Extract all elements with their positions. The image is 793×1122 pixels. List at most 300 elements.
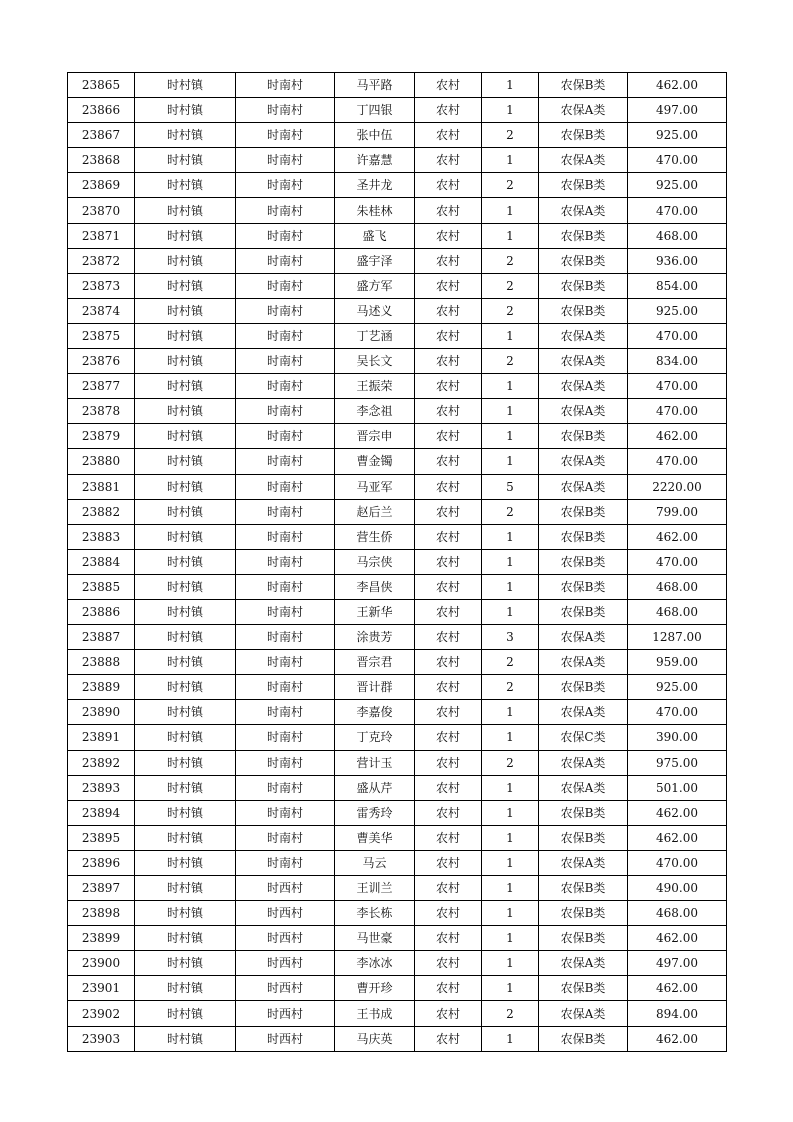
table-row — [68, 725, 727, 750]
name-cell: 曹金镯 — [335, 449, 415, 474]
member-count-cell: 2 — [482, 349, 539, 374]
table-row — [68, 750, 727, 775]
insurance-category-cell: 农保A类 — [539, 625, 628, 650]
table-row — [68, 248, 727, 273]
town-cell: 时村镇 — [135, 549, 236, 574]
member-count-cell: 1 — [482, 198, 539, 223]
village-cell: 时南村 — [236, 123, 335, 148]
amount-cell: 390.00 — [628, 725, 727, 750]
table-row — [68, 524, 727, 549]
serial-number-cell: 23871 — [68, 223, 135, 248]
member-count-cell: 1 — [482, 850, 539, 875]
village-cell: 时西村 — [236, 876, 335, 901]
town-cell: 时村镇 — [135, 173, 236, 198]
name-cell: 朱桂林 — [335, 198, 415, 223]
village-cell: 时南村 — [236, 173, 335, 198]
town-cell: 时村镇 — [135, 675, 236, 700]
name-cell: 涂贵芳 — [335, 625, 415, 650]
roster-table-body — [68, 73, 727, 1052]
household-type-cell: 农村 — [415, 98, 482, 123]
town-cell: 时村镇 — [135, 951, 236, 976]
amount-cell: 470.00 — [628, 850, 727, 875]
town-cell: 时村镇 — [135, 424, 236, 449]
member-count-cell: 1 — [482, 725, 539, 750]
household-type-cell: 农村 — [415, 850, 482, 875]
table-row — [68, 800, 727, 825]
village-cell: 时南村 — [236, 223, 335, 248]
amount-cell: 925.00 — [628, 173, 727, 198]
household-type-cell: 农村 — [415, 248, 482, 273]
amount-cell: 1287.00 — [628, 625, 727, 650]
member-count-cell: 1 — [482, 700, 539, 725]
amount-cell: 462.00 — [628, 424, 727, 449]
amount-cell: 470.00 — [628, 449, 727, 474]
serial-number-cell: 23898 — [68, 901, 135, 926]
table-row — [68, 424, 727, 449]
household-type-cell: 农村 — [415, 700, 482, 725]
name-cell: 王训兰 — [335, 876, 415, 901]
household-type-cell: 农村 — [415, 876, 482, 901]
member-count-cell: 1 — [482, 449, 539, 474]
household-type-cell: 农村 — [415, 399, 482, 424]
serial-number-cell: 23887 — [68, 625, 135, 650]
household-type-cell: 农村 — [415, 549, 482, 574]
member-count-cell: 1 — [482, 374, 539, 399]
town-cell: 时村镇 — [135, 524, 236, 549]
amount-cell: 468.00 — [628, 599, 727, 624]
village-cell: 时西村 — [236, 901, 335, 926]
name-cell: 马宗侠 — [335, 549, 415, 574]
household-type-cell: 农村 — [415, 173, 482, 198]
serial-number-cell: 23899 — [68, 926, 135, 951]
village-cell: 时西村 — [236, 1026, 335, 1051]
town-cell: 时村镇 — [135, 474, 236, 499]
town-cell: 时村镇 — [135, 73, 236, 98]
member-count-cell: 1 — [482, 951, 539, 976]
member-count-cell: 2 — [482, 273, 539, 298]
name-cell: 赵后兰 — [335, 499, 415, 524]
table-row — [68, 1001, 727, 1026]
household-type-cell: 农村 — [415, 499, 482, 524]
insurance-category-cell: 农保B类 — [539, 499, 628, 524]
name-cell: 营计玉 — [335, 750, 415, 775]
household-type-cell: 农村 — [415, 73, 482, 98]
town-cell: 时村镇 — [135, 273, 236, 298]
household-type-cell: 农村 — [415, 599, 482, 624]
amount-cell: 462.00 — [628, 1026, 727, 1051]
insurance-category-cell: 农保B类 — [539, 223, 628, 248]
amount-cell: 854.00 — [628, 273, 727, 298]
table-row — [68, 650, 727, 675]
village-cell: 时西村 — [236, 951, 335, 976]
town-cell: 时村镇 — [135, 198, 236, 223]
amount-cell: 470.00 — [628, 374, 727, 399]
household-type-cell: 农村 — [415, 349, 482, 374]
member-count-cell: 1 — [482, 73, 539, 98]
amount-cell: 497.00 — [628, 98, 727, 123]
insurance-category-cell: 农保B类 — [539, 599, 628, 624]
table-row — [68, 474, 727, 499]
serial-number-cell: 23893 — [68, 775, 135, 800]
member-count-cell: 1 — [482, 524, 539, 549]
serial-number-cell: 23902 — [68, 1001, 135, 1026]
table-row — [68, 926, 727, 951]
table-row — [68, 323, 727, 348]
village-cell: 时南村 — [236, 298, 335, 323]
household-type-cell: 农村 — [415, 223, 482, 248]
member-count-cell: 2 — [482, 248, 539, 273]
household-type-cell: 农村 — [415, 625, 482, 650]
table-row — [68, 775, 727, 800]
roster-table — [67, 72, 727, 1052]
amount-cell: 925.00 — [628, 675, 727, 700]
table-row — [68, 675, 727, 700]
serial-number-cell: 23886 — [68, 599, 135, 624]
town-cell: 时村镇 — [135, 1001, 236, 1026]
town-cell: 时村镇 — [135, 800, 236, 825]
town-cell: 时村镇 — [135, 123, 236, 148]
household-type-cell: 农村 — [415, 725, 482, 750]
name-cell: 马世豪 — [335, 926, 415, 951]
household-type-cell: 农村 — [415, 273, 482, 298]
name-cell: 许嘉慧 — [335, 148, 415, 173]
insurance-category-cell: 农保B类 — [539, 248, 628, 273]
member-count-cell: 1 — [482, 223, 539, 248]
serial-number-cell: 23875 — [68, 323, 135, 348]
table-row — [68, 73, 727, 98]
household-type-cell: 农村 — [415, 148, 482, 173]
table-row — [68, 123, 727, 148]
name-cell: 丁四银 — [335, 98, 415, 123]
table-row — [68, 223, 727, 248]
table-row — [68, 625, 727, 650]
serial-number-cell: 23901 — [68, 976, 135, 1001]
name-cell: 马亚军 — [335, 474, 415, 499]
town-cell: 时村镇 — [135, 625, 236, 650]
member-count-cell: 1 — [482, 323, 539, 348]
village-cell: 时西村 — [236, 926, 335, 951]
serial-number-cell: 23900 — [68, 951, 135, 976]
village-cell: 时南村 — [236, 449, 335, 474]
name-cell: 雷秀玲 — [335, 800, 415, 825]
household-type-cell: 农村 — [415, 123, 482, 148]
serial-number-cell: 23892 — [68, 750, 135, 775]
town-cell: 时村镇 — [135, 374, 236, 399]
village-cell: 时南村 — [236, 599, 335, 624]
village-cell: 时南村 — [236, 800, 335, 825]
insurance-category-cell: 农保A类 — [539, 1001, 628, 1026]
name-cell: 张中伍 — [335, 123, 415, 148]
table-row — [68, 901, 727, 926]
name-cell: 马庆英 — [335, 1026, 415, 1051]
serial-number-cell: 23896 — [68, 850, 135, 875]
member-count-cell: 1 — [482, 549, 539, 574]
village-cell: 时南村 — [236, 750, 335, 775]
name-cell: 晋宗君 — [335, 650, 415, 675]
serial-number-cell: 23903 — [68, 1026, 135, 1051]
household-type-cell: 农村 — [415, 951, 482, 976]
insurance-category-cell: 农保B类 — [539, 298, 628, 323]
household-type-cell: 农村 — [415, 650, 482, 675]
member-count-cell: 1 — [482, 574, 539, 599]
serial-number-cell: 23890 — [68, 700, 135, 725]
table-row — [68, 1026, 727, 1051]
serial-number-cell: 23888 — [68, 650, 135, 675]
household-type-cell: 农村 — [415, 198, 482, 223]
town-cell: 时村镇 — [135, 223, 236, 248]
amount-cell: 497.00 — [628, 951, 727, 976]
name-cell: 马平路 — [335, 73, 415, 98]
serial-number-cell: 23879 — [68, 424, 135, 449]
town-cell: 时村镇 — [135, 850, 236, 875]
serial-number-cell: 23885 — [68, 574, 135, 599]
household-type-cell: 农村 — [415, 474, 482, 499]
amount-cell: 501.00 — [628, 775, 727, 800]
insurance-category-cell: 农保A类 — [539, 374, 628, 399]
household-type-cell: 农村 — [415, 775, 482, 800]
name-cell: 吴长文 — [335, 349, 415, 374]
table-row — [68, 98, 727, 123]
member-count-cell: 1 — [482, 800, 539, 825]
town-cell: 时村镇 — [135, 298, 236, 323]
village-cell: 时南村 — [236, 198, 335, 223]
amount-cell: 975.00 — [628, 750, 727, 775]
town-cell: 时村镇 — [135, 449, 236, 474]
insurance-category-cell: 农保A类 — [539, 951, 628, 976]
name-cell: 曹美华 — [335, 825, 415, 850]
table-row — [68, 399, 727, 424]
town-cell: 时村镇 — [135, 98, 236, 123]
name-cell: 丁艺涵 — [335, 323, 415, 348]
table-row — [68, 825, 727, 850]
insurance-category-cell: 农保A类 — [539, 750, 628, 775]
amount-cell: 470.00 — [628, 700, 727, 725]
serial-number-cell: 23866 — [68, 98, 135, 123]
insurance-category-cell: 农保A类 — [539, 474, 628, 499]
member-count-cell: 1 — [482, 399, 539, 424]
insurance-category-cell: 农保A类 — [539, 198, 628, 223]
member-count-cell: 2 — [482, 499, 539, 524]
table-row — [68, 976, 727, 1001]
serial-number-cell: 23889 — [68, 675, 135, 700]
village-cell: 时南村 — [236, 323, 335, 348]
serial-number-cell: 23895 — [68, 825, 135, 850]
insurance-category-cell: 农保B类 — [539, 73, 628, 98]
name-cell: 盛飞 — [335, 223, 415, 248]
insurance-category-cell: 农保A类 — [539, 449, 628, 474]
town-cell: 时村镇 — [135, 876, 236, 901]
household-type-cell: 农村 — [415, 1026, 482, 1051]
name-cell: 马述义 — [335, 298, 415, 323]
village-cell: 时南村 — [236, 248, 335, 273]
amount-cell: 470.00 — [628, 323, 727, 348]
village-cell: 时南村 — [236, 625, 335, 650]
insurance-category-cell: 农保B类 — [539, 424, 628, 449]
name-cell: 李昌侠 — [335, 574, 415, 599]
insurance-category-cell: 农保A类 — [539, 349, 628, 374]
member-count-cell: 2 — [482, 173, 539, 198]
insurance-category-cell: 农保B类 — [539, 173, 628, 198]
member-count-cell: 5 — [482, 474, 539, 499]
name-cell: 晋计群 — [335, 675, 415, 700]
member-count-cell: 1 — [482, 148, 539, 173]
table-row — [68, 449, 727, 474]
amount-cell: 468.00 — [628, 223, 727, 248]
serial-number-cell: 23881 — [68, 474, 135, 499]
name-cell: 王新华 — [335, 599, 415, 624]
amount-cell: 799.00 — [628, 499, 727, 524]
village-cell: 时南村 — [236, 374, 335, 399]
town-cell: 时村镇 — [135, 825, 236, 850]
insurance-category-cell: 农保B类 — [539, 901, 628, 926]
name-cell: 王振荣 — [335, 374, 415, 399]
household-type-cell: 农村 — [415, 901, 482, 926]
town-cell: 时村镇 — [135, 349, 236, 374]
household-type-cell: 农村 — [415, 524, 482, 549]
insurance-category-cell: 农保B类 — [539, 549, 628, 574]
member-count-cell: 2 — [482, 123, 539, 148]
village-cell: 时南村 — [236, 850, 335, 875]
town-cell: 时村镇 — [135, 148, 236, 173]
insurance-category-cell: 农保B类 — [539, 574, 628, 599]
village-cell: 时南村 — [236, 650, 335, 675]
amount-cell: 470.00 — [628, 399, 727, 424]
amount-cell: 462.00 — [628, 976, 727, 1001]
name-cell: 李念祖 — [335, 399, 415, 424]
town-cell: 时村镇 — [135, 599, 236, 624]
serial-number-cell: 23876 — [68, 349, 135, 374]
member-count-cell: 2 — [482, 675, 539, 700]
amount-cell: 2220.00 — [628, 474, 727, 499]
member-count-cell: 1 — [482, 1026, 539, 1051]
village-cell: 时南村 — [236, 574, 335, 599]
town-cell: 时村镇 — [135, 926, 236, 951]
town-cell: 时村镇 — [135, 574, 236, 599]
member-count-cell: 1 — [482, 901, 539, 926]
serial-number-cell: 23884 — [68, 549, 135, 574]
household-type-cell: 农村 — [415, 449, 482, 474]
name-cell: 王书成 — [335, 1001, 415, 1026]
household-type-cell: 农村 — [415, 976, 482, 1001]
village-cell: 时南村 — [236, 499, 335, 524]
amount-cell: 462.00 — [628, 800, 727, 825]
serial-number-cell: 23872 — [68, 248, 135, 273]
amount-cell: 462.00 — [628, 73, 727, 98]
member-count-cell: 1 — [482, 876, 539, 901]
name-cell: 马云 — [335, 850, 415, 875]
amount-cell: 936.00 — [628, 248, 727, 273]
village-cell: 时南村 — [236, 725, 335, 750]
amount-cell: 468.00 — [628, 901, 727, 926]
village-cell: 时南村 — [236, 775, 335, 800]
amount-cell: 959.00 — [628, 650, 727, 675]
member-count-cell: 1 — [482, 825, 539, 850]
town-cell: 时村镇 — [135, 901, 236, 926]
serial-number-cell: 23869 — [68, 173, 135, 198]
table-row — [68, 700, 727, 725]
amount-cell: 470.00 — [628, 198, 727, 223]
town-cell: 时村镇 — [135, 248, 236, 273]
village-cell: 时南村 — [236, 98, 335, 123]
insurance-category-cell: 农保B类 — [539, 876, 628, 901]
name-cell: 盛方军 — [335, 273, 415, 298]
insurance-category-cell: 农保A类 — [539, 700, 628, 725]
village-cell: 时南村 — [236, 549, 335, 574]
village-cell: 时南村 — [236, 524, 335, 549]
name-cell: 李冰冰 — [335, 951, 415, 976]
insurance-category-cell: 农保A类 — [539, 775, 628, 800]
town-cell: 时村镇 — [135, 725, 236, 750]
table-row — [68, 349, 727, 374]
insurance-category-cell: 农保B类 — [539, 800, 628, 825]
table-row — [68, 298, 727, 323]
member-count-cell: 2 — [482, 298, 539, 323]
village-cell: 时南村 — [236, 73, 335, 98]
insurance-category-cell: 农保B类 — [539, 1026, 628, 1051]
amount-cell: 470.00 — [628, 148, 727, 173]
name-cell: 李嘉俊 — [335, 700, 415, 725]
serial-number-cell: 23873 — [68, 273, 135, 298]
amount-cell: 834.00 — [628, 349, 727, 374]
member-count-cell: 2 — [482, 750, 539, 775]
village-cell: 时南村 — [236, 273, 335, 298]
amount-cell: 925.00 — [628, 298, 727, 323]
insurance-category-cell: 农保B类 — [539, 675, 628, 700]
town-cell: 时村镇 — [135, 323, 236, 348]
serial-number-cell: 23880 — [68, 449, 135, 474]
town-cell: 时村镇 — [135, 775, 236, 800]
village-cell: 时南村 — [236, 700, 335, 725]
member-count-cell: 2 — [482, 650, 539, 675]
town-cell: 时村镇 — [135, 1026, 236, 1051]
table-row — [68, 876, 727, 901]
insurance-category-cell: 农保B类 — [539, 273, 628, 298]
amount-cell: 462.00 — [628, 926, 727, 951]
name-cell: 李长栋 — [335, 901, 415, 926]
member-count-cell: 1 — [482, 976, 539, 1001]
insurance-category-cell: 农保A类 — [539, 650, 628, 675]
household-type-cell: 农村 — [415, 800, 482, 825]
village-cell: 时西村 — [236, 976, 335, 1001]
town-cell: 时村镇 — [135, 700, 236, 725]
insurance-category-cell: 农保A类 — [539, 148, 628, 173]
table-row — [68, 198, 727, 223]
table-row — [68, 951, 727, 976]
serial-number-cell: 23894 — [68, 800, 135, 825]
serial-number-cell: 23883 — [68, 524, 135, 549]
household-type-cell: 农村 — [415, 424, 482, 449]
amount-cell: 490.00 — [628, 876, 727, 901]
town-cell: 时村镇 — [135, 750, 236, 775]
village-cell: 时南村 — [236, 474, 335, 499]
table-row — [68, 599, 727, 624]
name-cell: 圣井龙 — [335, 173, 415, 198]
town-cell: 时村镇 — [135, 399, 236, 424]
member-count-cell: 1 — [482, 926, 539, 951]
town-cell: 时村镇 — [135, 499, 236, 524]
name-cell: 盛从芹 — [335, 775, 415, 800]
household-type-cell: 农村 — [415, 675, 482, 700]
table-row — [68, 148, 727, 173]
name-cell: 盛宇泽 — [335, 248, 415, 273]
serial-number-cell: 23868 — [68, 148, 135, 173]
amount-cell: 462.00 — [628, 524, 727, 549]
insurance-category-cell: 农保B类 — [539, 825, 628, 850]
town-cell: 时村镇 — [135, 650, 236, 675]
serial-number-cell: 23877 — [68, 374, 135, 399]
member-count-cell: 1 — [482, 424, 539, 449]
amount-cell: 925.00 — [628, 123, 727, 148]
